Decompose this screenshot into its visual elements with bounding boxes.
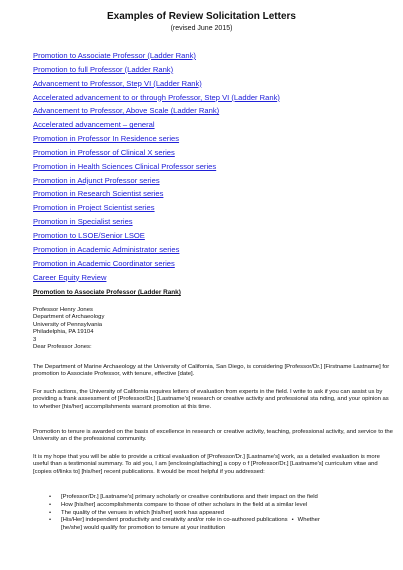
salutation: Dear Professor Jones: (33, 344, 92, 351)
list-item (33, 494, 393, 502)
link-full-professor[interactable]: Promotion to full Professor (Ladder Rank) (33, 64, 174, 74)
bullet-icon: • (291, 517, 294, 524)
letter-type-link-list (33, 51, 393, 286)
link-item (33, 65, 393, 79)
list-item-text: How [his/her] accomplishments compare to those of other scholars in the field at a similar level (61, 501, 308, 508)
list-item (33, 510, 393, 518)
list-item-text: Whether (297, 517, 320, 524)
link-career-equity-review[interactable]: Career Equity Review (33, 272, 107, 282)
link-item (33, 106, 393, 120)
link-professor-step-vi[interactable]: Advancement to Professor, Step VI (Ladder Rank) (33, 78, 202, 88)
link-item (33, 217, 393, 231)
letter-paragraph: For such actions, the University of California requires letters of evaluation from experts in the field. I write to ask if you can assist us by providing a frank assessment of [Professor/Dr.] [Lastname's] research or creative activity and professional sta nding, and your opinion as to whether [his/her] accomplishments warrant promotion at this time. (33, 389, 389, 410)
bullet-icon: • (49, 494, 52, 500)
link-item (33, 79, 393, 93)
link-academic-administrator[interactable]: Promotion in Academic Administrator series (33, 244, 180, 254)
link-above-scale[interactable]: Advancement to Professor, Above Scale (Ladder Rank) (33, 106, 220, 116)
link-associate-professor[interactable]: Promotion to Associate Professor (Ladder Rank) (33, 51, 196, 60)
link-item (33, 203, 393, 217)
link-item (33, 245, 393, 259)
link-specialist[interactable]: Promotion in Specialist series (33, 217, 133, 227)
address-line: Professor Henry Jones (33, 307, 93, 313)
link-item (33, 273, 393, 287)
link-item (33, 93, 393, 107)
link-item (33, 162, 393, 176)
link-item (33, 259, 393, 273)
link-item (33, 51, 393, 65)
link-item (33, 120, 393, 134)
letter-section-heading: Promotion to Associate Professor (Ladder Rank) (33, 289, 181, 296)
link-research-scientist[interactable]: Promotion in Research Scientist series (33, 189, 164, 199)
recipient-address (33, 307, 393, 351)
link-academic-coordinator[interactable]: Promotion in Academic Coordinator series (33, 258, 175, 268)
bullet-icon: • (49, 501, 52, 508)
link-accelerated-general[interactable]: Accelerated advancement – general (33, 120, 155, 130)
bullet-icon: • (49, 509, 52, 516)
page-subtitle: (revised June 2015) (170, 25, 233, 32)
list-item (33, 502, 393, 510)
letter-paragraph: Promotion to tenure is awarded on the basis of excellence in research or creative activity, teaching, professional activity, and service to the University an d the professional community. (33, 429, 393, 443)
link-item (33, 176, 393, 190)
evaluation-criteria-list (33, 494, 393, 533)
link-lsoe[interactable]: Promotion to LSOE/Senior LSOE (33, 230, 145, 240)
link-clinical-x[interactable]: Promotion in Professor of Clinical X series (33, 147, 175, 157)
list-item-text: [His/Her] independent productivity and creativity and/or role in co-authored publications (61, 517, 288, 524)
list-item (33, 517, 393, 533)
page-title: Examples of Review Solicitation Letters (107, 11, 296, 22)
list-item-text: [he/she] would qualify for promotion to tenure at your institution (61, 525, 226, 532)
link-project-scientist[interactable]: Promotion in Project Scientist series (33, 203, 155, 213)
list-item-text: The quality of the venues in which [his/her] work has appeared (61, 509, 225, 516)
link-in-residence[interactable]: Promotion in Professor In Residence series (33, 134, 180, 144)
link-item (33, 231, 393, 245)
address-line: Department of Archaeology (33, 314, 105, 321)
address-line: University of Pennsylvania (33, 321, 103, 328)
bullet-icon: • (49, 517, 52, 524)
link-accelerated-step-vi[interactable]: Accelerated advancement to or through Professor, Step VI (Ladder Rank) (33, 92, 280, 102)
letter-paragraph: The Department of Marine Archaeology at the University of California, San Diego, is considering [Professor/Dr.] [Firstname Lastname] for promotion to Associate Professor, with tenure, effective [date]. (33, 364, 390, 378)
address-line: 3 (33, 336, 37, 343)
link-item (33, 134, 393, 148)
letter-paragraph: It is my hope that you will be able to provide a critical evaluation of [Professor/Dr.] [Lastname's] work, as a detailed evaluation is more useful than a testimonial summary. To aid you, I am [enclosing/attaching] a copy o f [Professor/Dr.] [Lastname's] curriculum vitae and [copies of/links to] [his/her] recent publications. It would be most helpful if you addressed: (33, 454, 380, 475)
link-item (33, 189, 393, 203)
list-item-text: [Professor/Dr.] [Lastname's] primary scholarly or creative contributions and their impact on the field (61, 494, 318, 500)
link-item (33, 148, 393, 162)
link-adjunct[interactable]: Promotion in Adjunct Professor series (33, 175, 160, 185)
address-line: Philadelphia, PA 19104 (33, 329, 94, 336)
link-health-sciences-clinical[interactable]: Promotion in Health Sciences Clinical Professor series (33, 161, 217, 171)
